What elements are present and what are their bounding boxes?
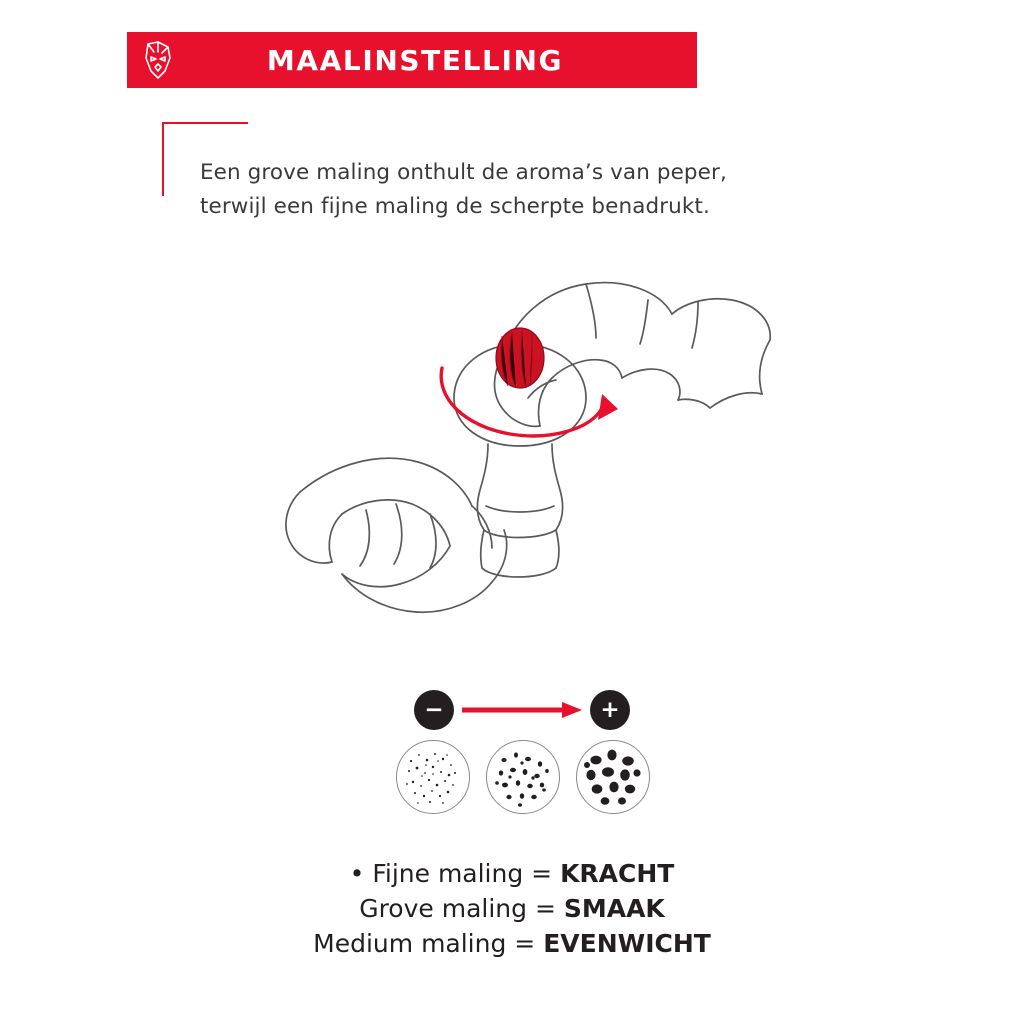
medium-grind-sample [486,740,560,814]
intro-line-1: Een grove maling onthult de aroma’s van peper, [200,160,727,185]
legend-row-medium [0,926,1024,961]
rotation-arrow-head [598,394,618,420]
legend [0,856,1024,961]
page-title: MAALINSTELLING [266,43,564,77]
legend-row-fine [0,856,1024,891]
grind-samples [396,740,648,824]
minus-badge[interactable]: − [414,690,454,730]
legend-medium-label: Medium maling = [313,929,544,958]
intro-text [200,156,820,224]
header-banner [127,32,697,88]
fine-grind-sample [396,740,470,814]
legend-medium-value: EVENWICHT [543,929,711,958]
legend-row-coarse [0,891,1024,926]
intro-line-2: terwijl een fijne maling de scherpte benadrukt. [200,194,710,219]
legend-fine-value: KRACHT [560,859,675,888]
hand-adjusting-pepper-mill-knob [240,248,800,678]
mill-knob [496,328,544,388]
legend-fine-label: • Fijne maling = [349,859,561,888]
grind-scale-row [400,690,640,746]
plus-badge[interactable]: + [590,690,630,730]
legend-coarse-label: Grove maling = [359,894,564,923]
coarse-grind-sample [576,740,650,814]
lion-head-logo-icon [127,32,189,88]
scale-arrow-icon [462,702,582,718]
legend-coarse-value: SMAAK [563,894,665,923]
